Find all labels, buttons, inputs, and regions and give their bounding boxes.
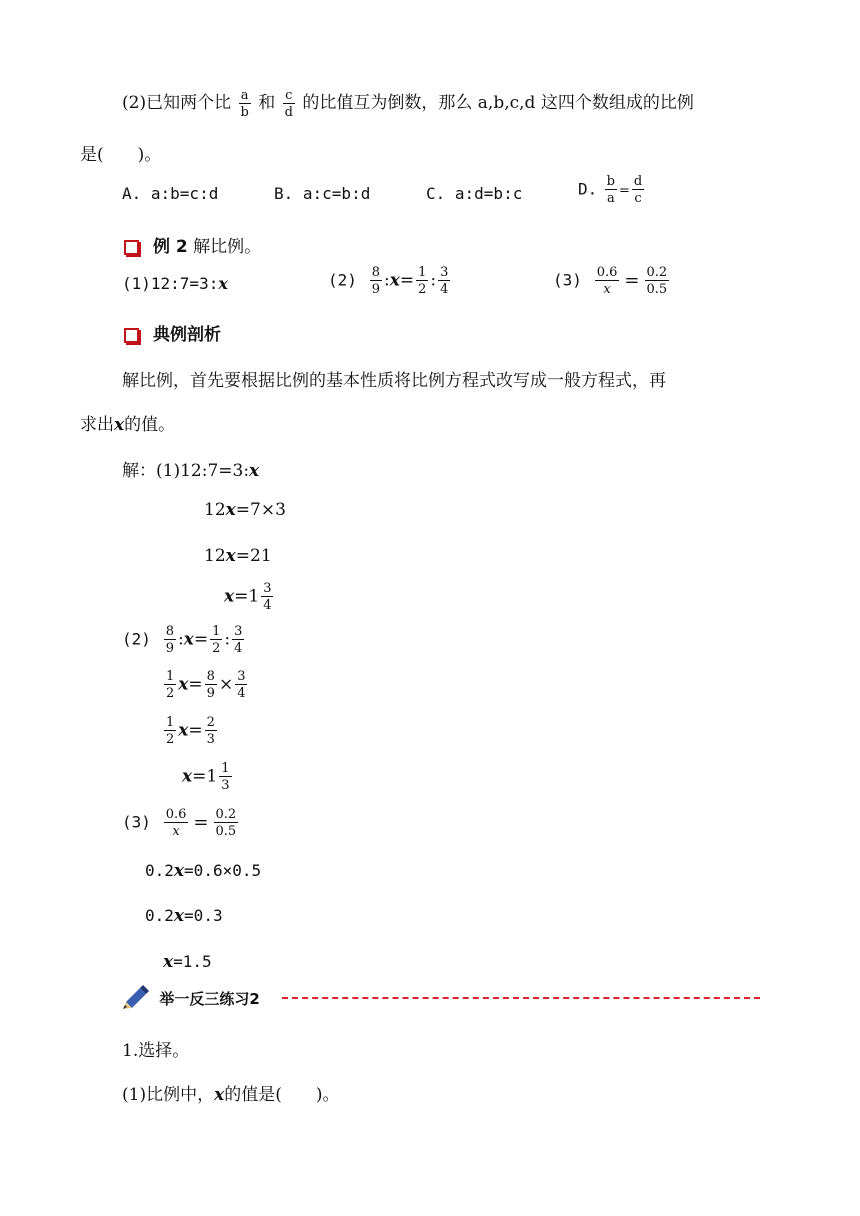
example2-title: 解比例。 bbox=[187, 237, 262, 257]
q2-text-2: 和 bbox=[258, 93, 276, 113]
fraction-b-a: $\frac{b}{a}$ bbox=[606, 174, 615, 206]
solution-3-step1: 0.2x=0.6×0.5 bbox=[145, 861, 262, 881]
q2-line2: 是( )。 bbox=[80, 145, 162, 165]
analysis-title: 典例剖析 bbox=[153, 325, 221, 345]
fraction-a-b: $\frac{a}{b}$ bbox=[240, 87, 249, 120]
solution-2-step3: x=1 $\frac{1}{3}$ bbox=[182, 761, 230, 793]
fraction-c-d: $\frac{c}{d}$ bbox=[284, 87, 293, 120]
analysis-line1: 解比例，首先要根据比例的基本性质将比例方程式改写成一般方程式，再 bbox=[122, 371, 666, 391]
q2-text-1: (2)已知两个比 bbox=[122, 93, 232, 113]
option-b: B. a:c=b:d bbox=[274, 184, 371, 203]
example2-problem-1: (1)12:7=3:x bbox=[122, 274, 228, 293]
solution-2-step1: $\frac{1}{2}$ x= $\frac{8}{9}$ × $\frac{3}{4}$ bbox=[166, 669, 246, 701]
solution-1-label: 解：(1)12:7=3:x bbox=[122, 461, 260, 481]
option-c: C. a:d=b:c bbox=[426, 184, 523, 203]
example2-label: 例 2 bbox=[153, 237, 188, 257]
q2-text-3: 的比值互为倒数，那么 a,b,c,d 这四个数组成的比例 bbox=[302, 93, 694, 113]
practice-q1: 1.选择。 bbox=[122, 1041, 190, 1061]
equals-sign: = bbox=[619, 183, 630, 199]
option-d-label: D. bbox=[578, 179, 598, 199]
practice-q1-1: (1)比例中，x的值是( )。 bbox=[122, 1085, 340, 1105]
example2-problem-2: (2) $\frac{8}{9}$ :x= $\frac{1}{2}$ : $\frac{3}{4}$ bbox=[328, 265, 449, 297]
solution-2-step2: $\frac{1}{2}$ x= $\frac{2}{3}$ bbox=[166, 715, 215, 747]
analysis-heading bbox=[124, 320, 221, 345]
practice-title: 举一反三练习2 bbox=[159, 990, 260, 1008]
solution-3-step2: 0.2x=0.3 bbox=[145, 906, 223, 926]
solution-3-step3: x=1.5 bbox=[163, 952, 212, 972]
solution-1-step1: 12x=7×3 bbox=[204, 500, 286, 520]
example2-problem-3: (3) $\frac{0.6}{x}$ = $\frac{0.2}{0.5}$ bbox=[553, 265, 668, 297]
fraction-d-c: $\frac{d}{c}$ bbox=[633, 174, 643, 206]
practice-heading bbox=[122, 984, 260, 1015]
solution-1-step2: 12x=21 bbox=[204, 546, 272, 566]
option-a: A. a:b=c:d bbox=[122, 184, 219, 203]
option-d bbox=[578, 175, 646, 205]
example2-heading bbox=[124, 232, 261, 257]
dashed-divider bbox=[282, 997, 760, 999]
red-square-bullet-icon bbox=[124, 328, 139, 343]
solution-2-label: (2) $\frac{8}{9}$ :x= $\frac{1}{2}$ : $\frac{3}{4}$ bbox=[122, 624, 243, 656]
solution-3-label: (3) $\frac{0.6}{x}$ = $\frac{0.2}{0.5}$ bbox=[122, 807, 237, 839]
solution-1-step3: x=1 $\frac{3}{4}$ bbox=[224, 581, 272, 613]
pencil-icon bbox=[122, 984, 150, 1015]
red-square-bullet-icon bbox=[124, 240, 139, 255]
q2-line1 bbox=[122, 88, 694, 119]
analysis-line2: 求出x的值。 bbox=[80, 415, 176, 435]
